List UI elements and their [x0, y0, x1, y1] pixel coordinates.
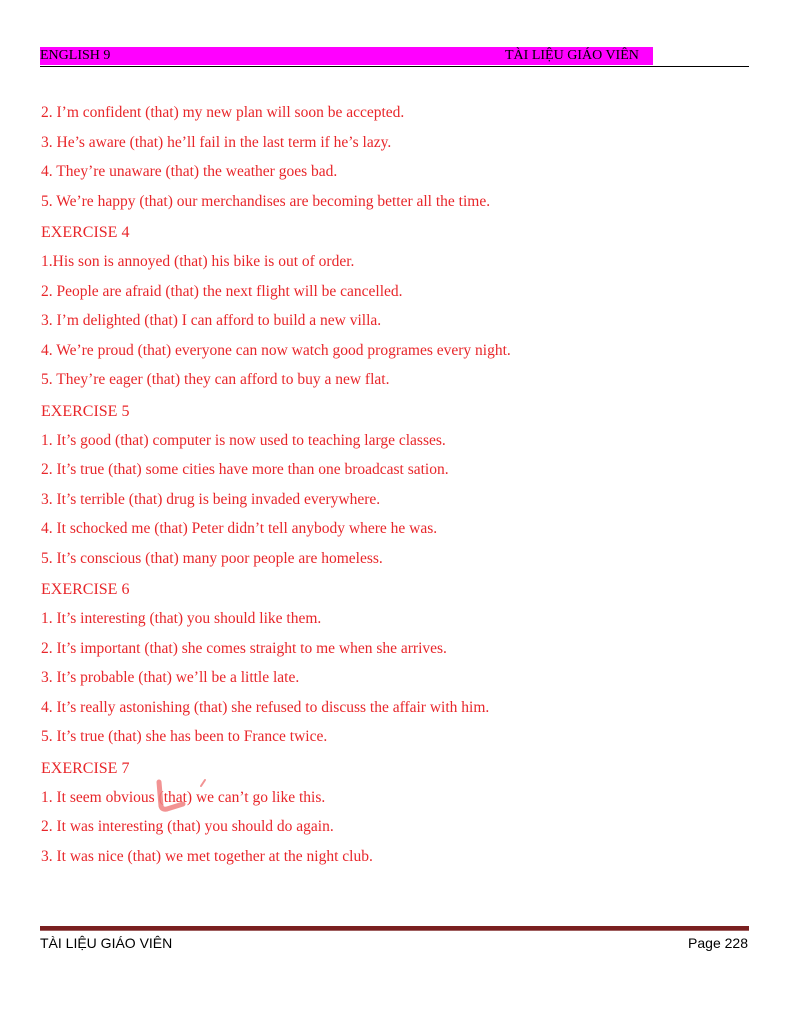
- answer-line: 5. It’s conscious (that) many poor people are homeless.: [41, 549, 383, 567]
- answer-line: 3. It’s probable (that) we’ll be a little late.: [41, 669, 300, 686]
- watermark-mark-icon: [153, 776, 213, 816]
- exercise-title: EXERCISE 4: [41, 224, 130, 241]
- answer-line: 2. It was interesting (that) you should do again.: [41, 818, 334, 835]
- answer-line: 3. It’s terrible (that) drug is being invaded everywhere.: [41, 490, 381, 508]
- answer-line: 4. It’s really astonishing (that) she refused to discuss the affair with him.: [41, 698, 490, 716]
- answer-line: 2. It’s important (that) she comes straight to me when she arrives.: [41, 639, 447, 657]
- header-subject: ENGLISH 9: [40, 48, 111, 63]
- header-doc-type: TÀI LIỆU GIÁO VIÊN: [505, 48, 639, 63]
- answer-line: 1. It seem obvious (that) we can’t go like this.: [41, 788, 326, 806]
- exercise-5: [41, 403, 751, 580]
- answer-line: 3. He’s aware (that) he’ll fail in the last term if he’s lazy.: [41, 133, 392, 151]
- exercise-title: EXERCISE 6: [41, 581, 130, 598]
- page-content: [41, 104, 751, 877]
- exercise-title: EXERCISE 5: [41, 402, 130, 420]
- answer-line: 5. We’re happy (that) our merchandises are becoming better all the time.: [41, 192, 491, 210]
- exercise-title: EXERCISE 7: [41, 759, 130, 777]
- answer-line: 2. People are afraid (that) the next flight will be cancelled.: [41, 282, 403, 300]
- answer-line: 5. It’s true (that) she has been to France twice.: [41, 728, 328, 745]
- answer-line: 4. They’re unaware (that) the weather goes bad.: [41, 163, 338, 180]
- answer-line: 1.His son is annoyed (that) his bike is out of order.: [41, 253, 355, 270]
- answer-line: 3. It was nice (that) we met together at the night club.: [41, 847, 373, 865]
- answer-line: 1. It’s good (that) computer is now used to teaching large classes.: [41, 431, 446, 449]
- answer-line: 2. It’s true (that) some cities have more than one broadcast sation.: [41, 461, 449, 478]
- answer-line: 4. It schocked me (that) Peter didn’t tell anybody where he was.: [41, 520, 438, 537]
- answer-line: 2. I’m confident (that) my new plan will soon be accepted.: [41, 104, 405, 121]
- answer-line: 5. They’re eager (that) they can afford to buy a new flat.: [41, 371, 390, 388]
- answer-line: 3. I’m delighted (that) I can afford to build a new villa.: [41, 312, 382, 329]
- exercise-6: [41, 581, 751, 758]
- page-header: [40, 47, 749, 67]
- exercise-4: [41, 224, 751, 401]
- page-number: Page 228: [688, 935, 748, 951]
- answer-line: 4. We’re proud (that) everyone can now watch good programes every night.: [41, 341, 511, 359]
- footer-doc-type: TÀI LIỆU GIÁO VIÊN: [40, 935, 173, 951]
- intro-block: [41, 104, 751, 222]
- footer-rule: [40, 926, 749, 931]
- exercise-7: [41, 760, 751, 878]
- answer-line: 1. It’s interesting (that) you should like them.: [41, 610, 322, 627]
